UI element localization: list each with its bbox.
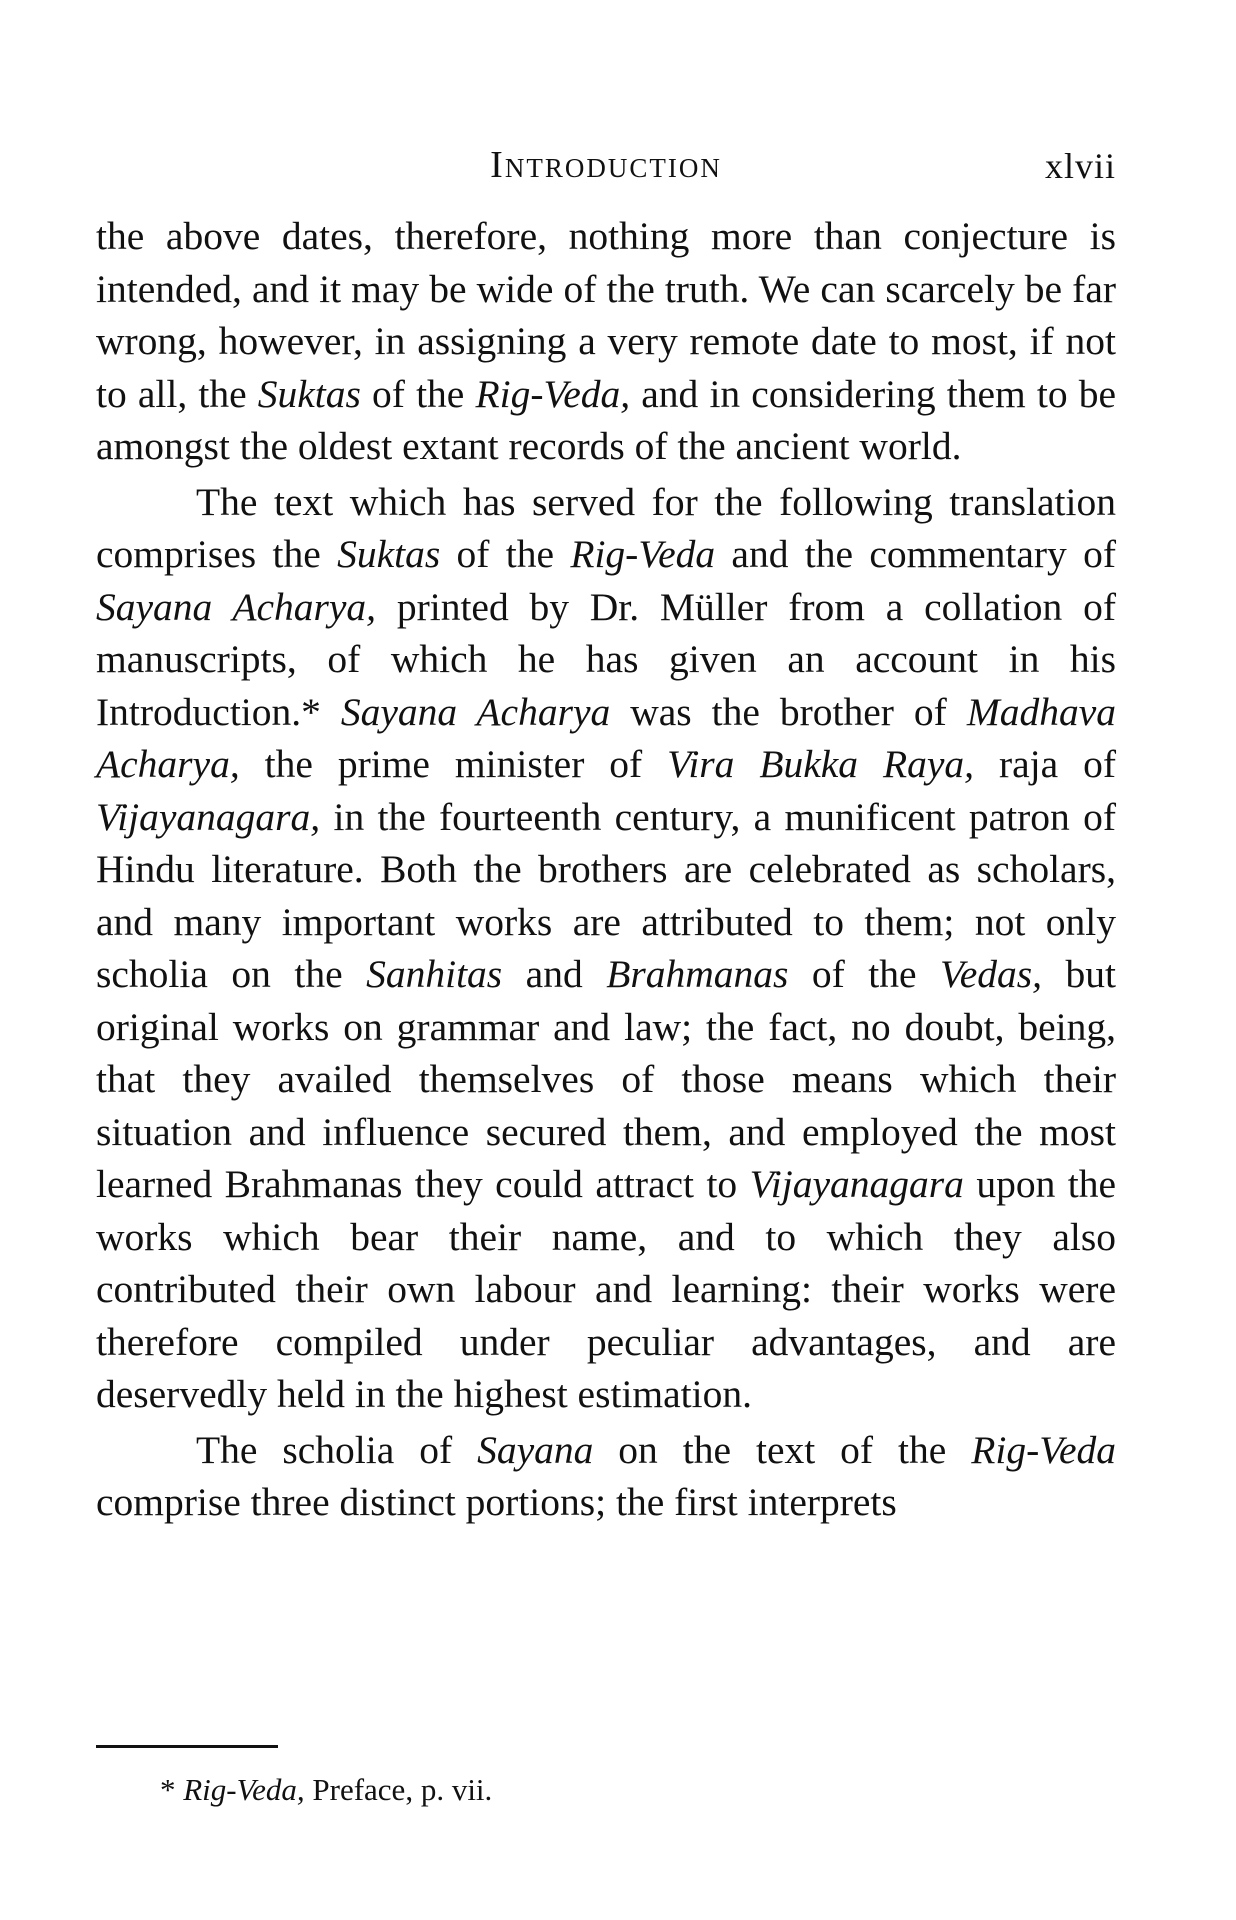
italic-text: Rig-Veda, — [475, 371, 631, 416]
italic-text: Suktas — [257, 371, 361, 416]
paragraph — [96, 476, 1116, 1421]
text-run: the prime minister of — [239, 742, 668, 786]
italic-text: Brahmanas — [606, 952, 789, 996]
italic-text: Vedas, — [939, 952, 1043, 996]
italic-text: Rig-Veda, — [183, 1772, 305, 1807]
running-head — [96, 143, 1116, 193]
text-run: raja of — [974, 742, 1116, 786]
text-run: Preface, p. vii. — [304, 1772, 493, 1807]
italic-text: Vijayanagara — [749, 1162, 964, 1206]
italic-text: Rig-Veda — [971, 1427, 1117, 1472]
body-text — [96, 210, 1116, 1529]
text-run: but original works on grammar and law; the fact, no doubt, being, that they availed themselves of those means which their situation and influence secured them, and employed the most learned Brahmanas they could attract to — [96, 952, 1116, 1206]
italic-text: Sayana — [477, 1427, 594, 1472]
text-run: comprise three distinct portions; the first interprets — [96, 1480, 897, 1524]
italic-text: Vijayanagara, — [96, 794, 321, 839]
page-number: xlvii — [1044, 146, 1116, 186]
text-run: and the commentary of — [715, 532, 1116, 576]
italic-text: Vira Bukka Raya, — [667, 742, 975, 786]
paragraph — [96, 1424, 1116, 1529]
text-run: of the — [440, 532, 571, 576]
running-title: Introduction — [490, 144, 722, 186]
text-run: on the text of the — [593, 1427, 972, 1472]
italic-text: Sanhitas — [366, 952, 503, 996]
text-run: of the — [360, 371, 476, 416]
italic-text: Madhava Acharya, — [96, 689, 1117, 786]
text-run: in the fourteenth century, a munificent patron of Hindu literature. Both the brothers are celebrated as scholars, and many important works are attributed to them; not only scholia on the — [96, 794, 1116, 996]
text-run: of the — [788, 952, 940, 996]
footnote — [160, 1770, 1060, 1810]
text-run: printed by Dr. Müller from a collation of manuscripts, of which he has given an account in his Introduction.* — [96, 584, 1116, 734]
italic-text: Sayana Acharya — [340, 689, 611, 734]
text-run: and in considering them to be amongst the oldest extant records of the ancient world. — [96, 371, 1116, 468]
paragraph — [96, 210, 1116, 473]
italic-text: Sayana Acharya, — [96, 584, 377, 629]
text-run: The text which has served for the following translation comprises the — [96, 479, 1116, 576]
text-run: * — [160, 1772, 184, 1807]
text-run: upon the works which bear their name, and to which they also contributed their own labour and learning: their works were therefore compiled under peculiar advantages, and are deservedly held in the highest estimation. — [96, 1162, 1116, 1416]
text-run: The scholia of — [196, 1427, 478, 1472]
text-run: the above dates, therefore, nothing more than conjecture is intended, and it may be wide of the truth. We can scarcely be far wrong, however, in assigning a very remote date to most, if not to all, the — [96, 214, 1116, 416]
text-run: and — [502, 952, 607, 996]
italic-text: Rig-Veda — [570, 532, 716, 576]
footnote-rule — [96, 1745, 278, 1748]
italic-text: Suktas — [337, 532, 441, 576]
text-run: was the brother of — [610, 689, 967, 734]
